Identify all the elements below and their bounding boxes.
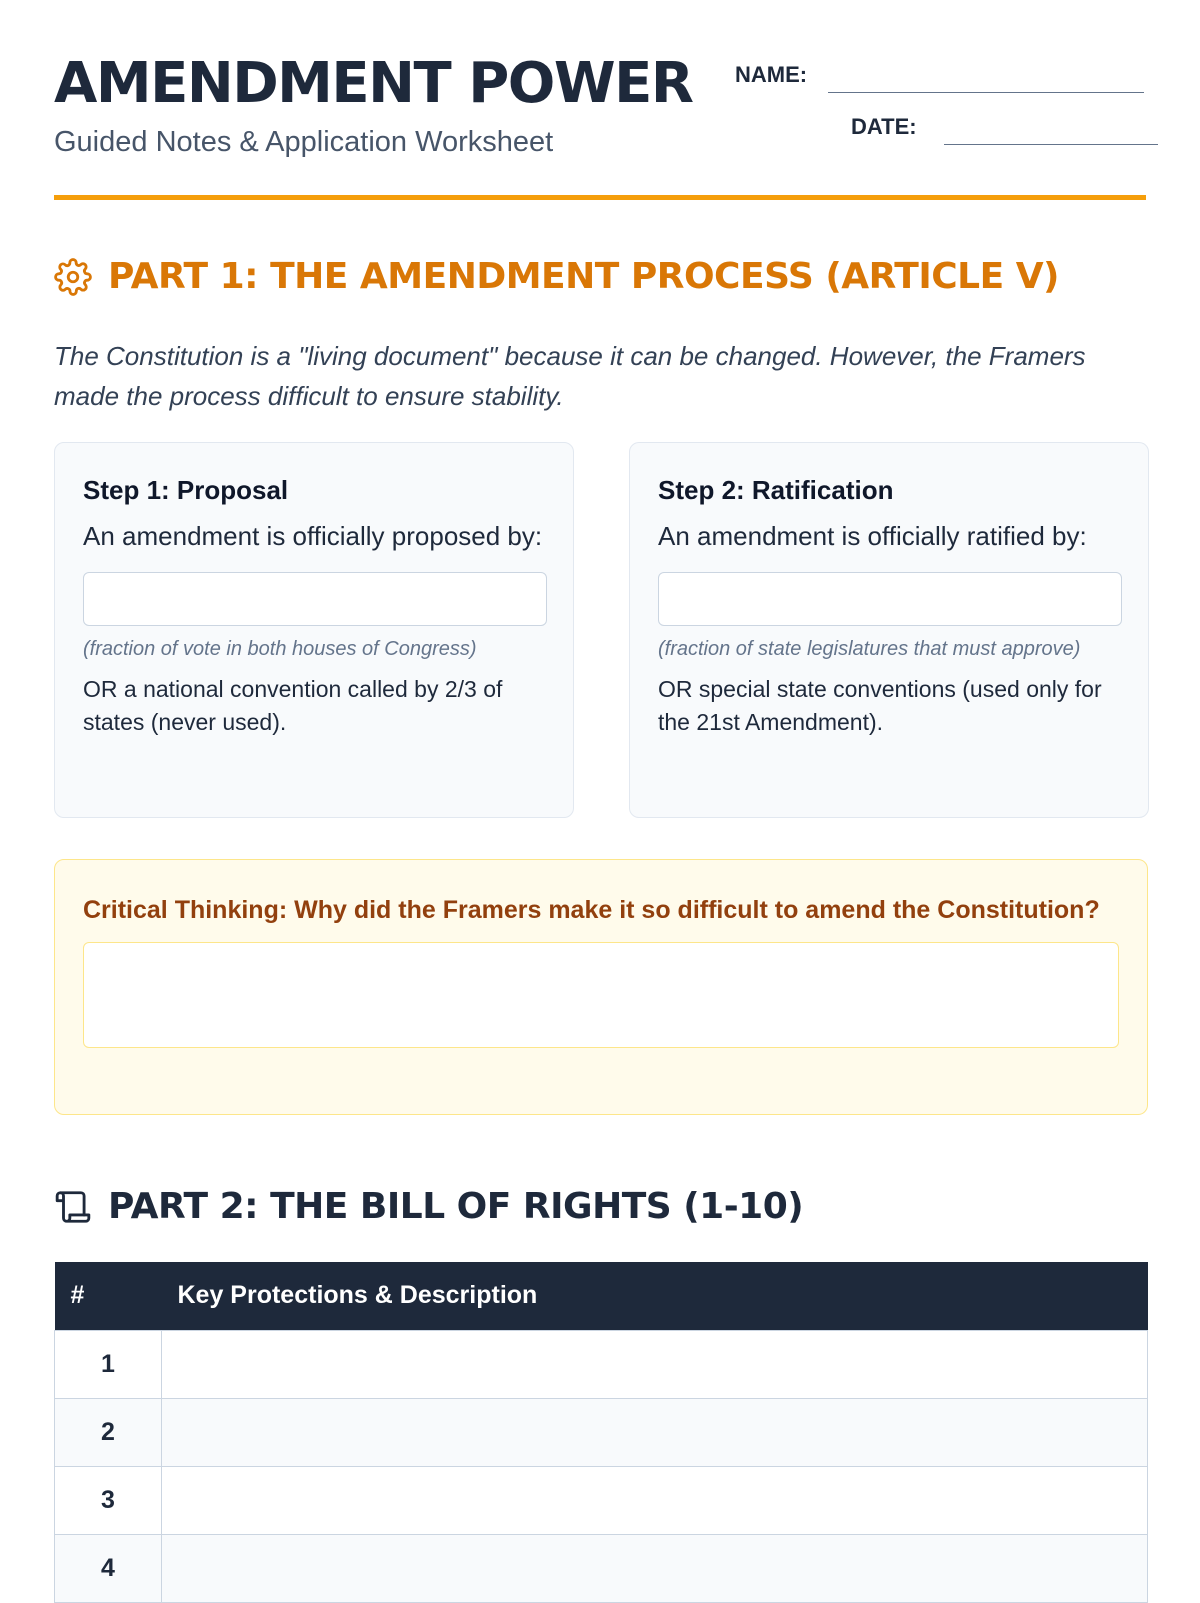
- table-row: [55, 1330, 1148, 1398]
- row-number: 3: [55, 1466, 162, 1534]
- row-answer-cell[interactable]: [162, 1534, 1148, 1602]
- row-answer-cell[interactable]: [162, 1398, 1148, 1466]
- name-label: NAME:: [735, 62, 808, 87]
- proposal-answer-field[interactable]: [83, 572, 547, 626]
- critical-thinking-box: [54, 859, 1148, 1115]
- name-line[interactable]: [828, 92, 1144, 93]
- critical-thinking-question: Critical Thinking: Why did the Framers make it so difficult to amend the Constitution?: [83, 896, 1100, 924]
- table-row: [55, 1466, 1148, 1534]
- step-text: An amendment is officially proposed by:: [83, 521, 543, 551]
- step-card-proposal: [54, 442, 574, 818]
- part2-heading: [54, 1186, 803, 1227]
- gear-icon: [54, 258, 92, 296]
- scroll-icon: [54, 1188, 92, 1226]
- row-number: 4: [55, 1534, 162, 1602]
- number-column-header: #: [55, 1262, 162, 1330]
- part1-intro: The Constitution is a "living document" because it can be changed. However, the Framers made the process difficult to ensure stability.: [54, 341, 1086, 411]
- table-row: [55, 1534, 1148, 1602]
- critical-thinking-answer-field[interactable]: [83, 942, 1119, 1048]
- page-subtitle: Guided Notes & Application Worksheet: [54, 126, 554, 158]
- part1-heading: [54, 256, 1059, 297]
- page-title: AMENDMENT POWER: [54, 51, 693, 116]
- step-title: Step 1: Proposal: [83, 475, 289, 505]
- row-number: 2: [55, 1398, 162, 1466]
- worksheet-header: [54, 0, 1146, 200]
- table-row: [55, 1398, 1148, 1466]
- step-title: Step 2: Ratification: [658, 475, 894, 505]
- row-answer-cell[interactable]: [162, 1330, 1148, 1398]
- date-label: DATE:: [851, 114, 917, 139]
- part1-heading-text: PART 1: THE AMENDMENT PROCESS (ARTICLE V): [108, 256, 1060, 297]
- step-card-ratification: [629, 442, 1149, 818]
- date-field[interactable]: [851, 114, 917, 140]
- ratification-answer-field[interactable]: [658, 572, 1122, 626]
- description-column-header: Key Protections & Description: [162, 1262, 1148, 1330]
- table-header-row: [55, 1262, 1148, 1330]
- row-number: 1: [55, 1330, 162, 1398]
- step-hint: (fraction of state legislatures that must approve): [658, 638, 1081, 660]
- date-line[interactable]: [944, 144, 1158, 145]
- row-answer-cell[interactable]: [162, 1466, 1148, 1534]
- bill-of-rights-table: [54, 1262, 1148, 1603]
- step-or-text: OR special state conventions (used only for the 21st Amendment).: [658, 676, 1102, 735]
- step-text: An amendment is officially ratified by:: [658, 521, 1087, 551]
- name-field[interactable]: [735, 62, 807, 88]
- step-or-text: OR a national convention called by 2/3 of states (never used).: [83, 676, 503, 735]
- part2-heading-text: PART 2: THE BILL OF RIGHTS (1-10): [108, 1186, 804, 1227]
- step-hint: (fraction of vote in both houses of Congress): [83, 638, 477, 660]
